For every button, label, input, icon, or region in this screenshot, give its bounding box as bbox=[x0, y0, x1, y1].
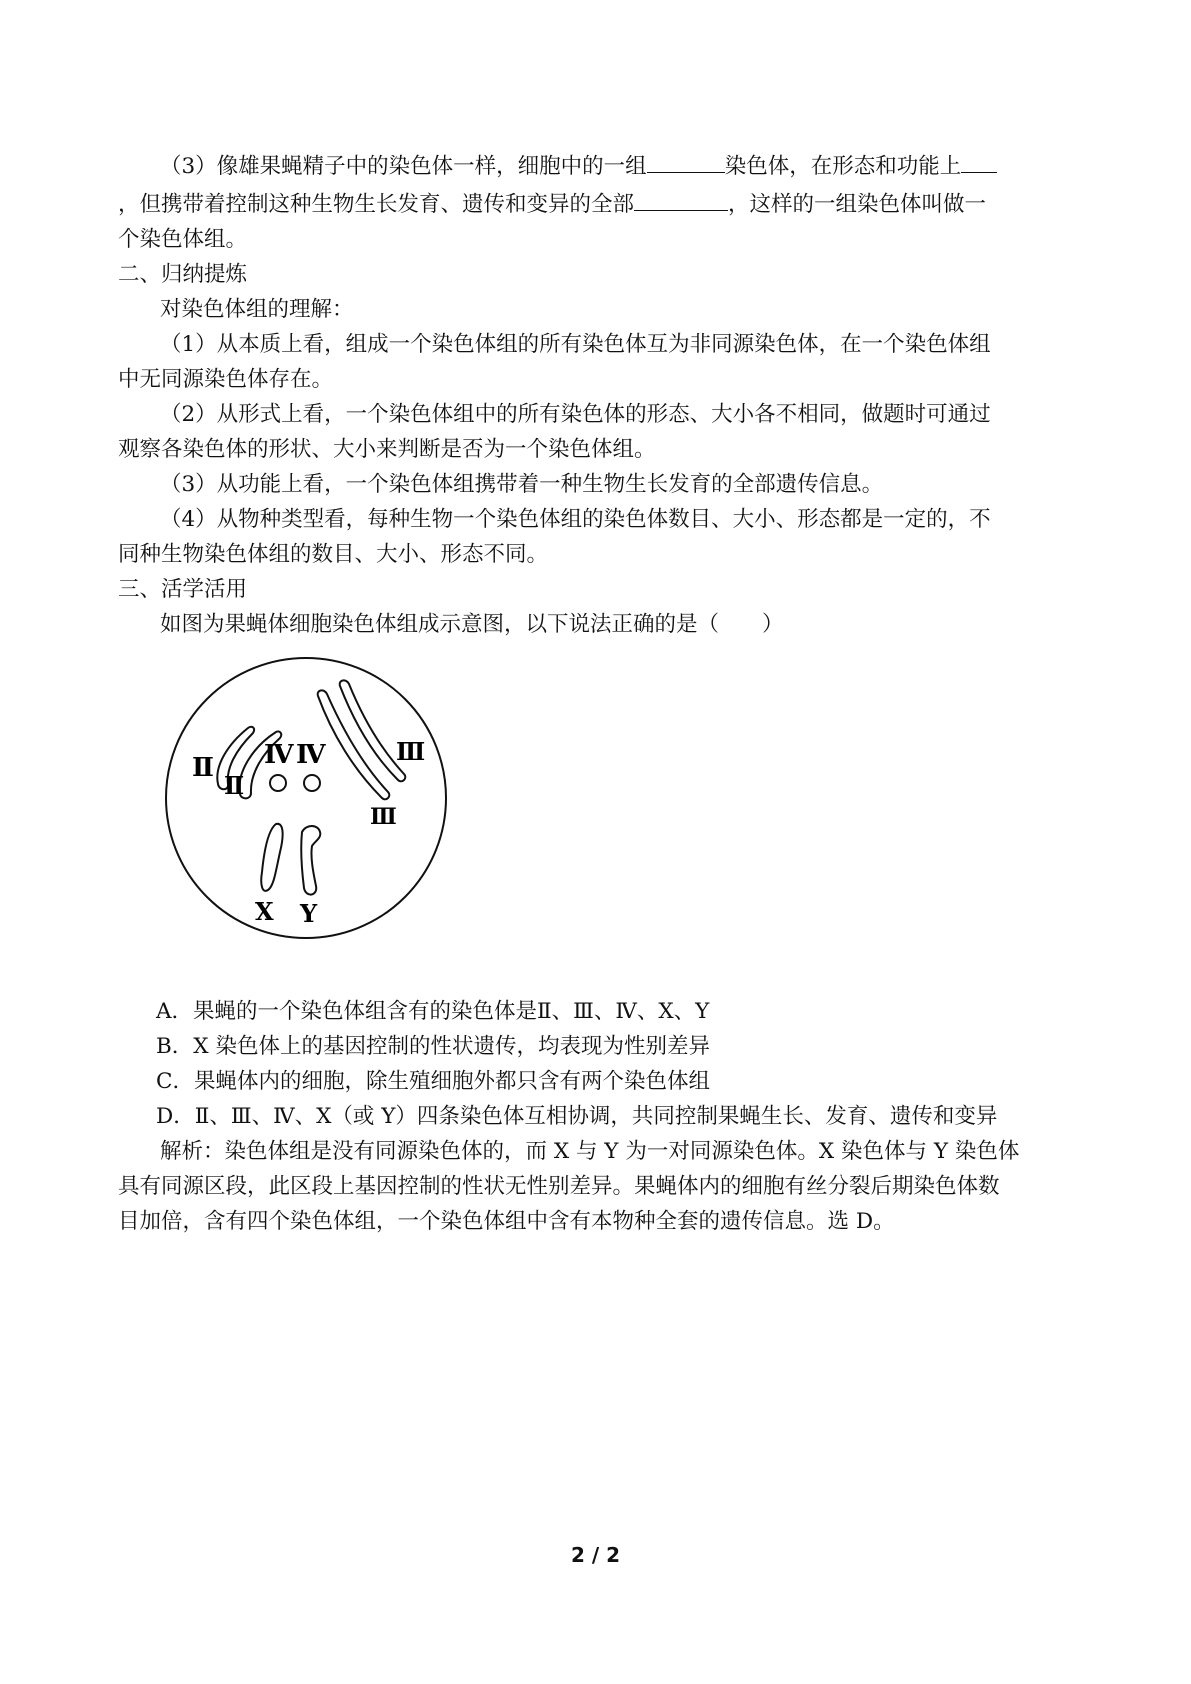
chromosome-iii-right bbox=[340, 680, 406, 781]
section3-heading: 三、活学活用 bbox=[118, 577, 248, 602]
chromosome-iv-left bbox=[270, 775, 286, 791]
cell-outline bbox=[166, 658, 446, 938]
label-iv-left: Ⅳ bbox=[264, 740, 294, 770]
section2-point2-line1: （2）从形式上看，一个染色体组中的所有染色体的形态、大小各不相同，做题时可通过 bbox=[160, 402, 991, 427]
page-number: 2 / 2 bbox=[570, 1543, 621, 1567]
option-a: A．果蝇的一个染色体组含有的染色体是Ⅱ、Ⅲ、Ⅳ、X、Y bbox=[156, 999, 710, 1024]
spacer bbox=[118, 956, 1078, 994]
section1-item3-line2 bbox=[118, 184, 1078, 222]
item3-text-a: （3）像雄果蝇精子中的染色体一样，细胞中的一组 bbox=[160, 154, 647, 179]
label-iii-top: Ⅲ bbox=[396, 737, 426, 766]
analysis-line1: 解析：染色体组是没有同源染色体的，而 X 与 Y 为一对同源染色体。X 染色体与 Y 染色体 bbox=[160, 1139, 1020, 1164]
section2-point3: （3）从功能上看，一个染色体组携带着一种生物生长发育的全部遗传信息。 bbox=[160, 472, 884, 497]
item3-text-d: ，这样的一组染色体叫做一 bbox=[728, 192, 987, 217]
section2-point4-line2: 同种生物染色体组的数目、大小、形态不同。 bbox=[118, 542, 549, 567]
section2-point1-line2: 中无同源染色体存在。 bbox=[118, 367, 334, 392]
option-b: B．X 染色体上的基因控制的性状遗传，均表现为性别差异 bbox=[156, 1034, 710, 1059]
section2-heading: 二、归纳提炼 bbox=[118, 262, 248, 287]
section2-point1-line1: （1）从本质上看，组成一个染色体组的所有染色体互为非同源染色体，在一个染色体组 bbox=[160, 332, 991, 357]
label-iv-right: Ⅳ bbox=[296, 740, 326, 770]
chromosome-iii-left bbox=[318, 690, 390, 799]
label-ii-right: Ⅱ bbox=[224, 771, 245, 800]
document-body bbox=[118, 146, 1078, 1239]
item3-text-c: ，但携带着控制这种生物生长发育、遗传和变异的全部 bbox=[118, 192, 635, 217]
chromosome-diagram-svg bbox=[156, 646, 466, 956]
chromosome-diagram bbox=[156, 646, 466, 956]
section2-point2-line2: 观察各染色体的形状、大小来判断是否为一个染色体组。 bbox=[118, 437, 656, 462]
label-x: X bbox=[255, 897, 274, 926]
option-d: D．Ⅱ、Ⅲ、Ⅳ、X（或 Y）四条染色体互相协调，共同控制果蝇生长、发育、遗传和变异 bbox=[156, 1104, 998, 1129]
analysis-line3: 目加倍，含有四个染色体组，一个染色体组中含有本物种全套的遗传信息。选 D。 bbox=[118, 1209, 895, 1234]
chromosome-iv-right bbox=[304, 775, 320, 791]
analysis-line2: 具有同源区段，此区段上基因控制的性状无性别差异。果蝇体内的细胞有丝分裂后期染色体数 bbox=[118, 1174, 1000, 1199]
fill-blank-3 bbox=[634, 184, 728, 211]
option-c: C．果蝇体内的细胞，除生殖细胞外都只含有两个染色体组 bbox=[156, 1069, 710, 1094]
label-iii-bottom: Ⅲ bbox=[370, 804, 397, 830]
section2-intro: 对染色体组的理解： bbox=[160, 297, 354, 322]
section2-point4-line1: （4）从物种类型看，每种生物一个染色体组的染色体数目、大小、形态都是一定的，不 bbox=[160, 507, 991, 532]
label-y: Y bbox=[300, 899, 318, 928]
section1-item3-line3: 个染色体组。 bbox=[118, 227, 248, 252]
chromosome-y bbox=[301, 826, 320, 895]
fill-blank-1 bbox=[647, 146, 725, 173]
chromosome-x bbox=[261, 824, 282, 891]
label-ii-left: Ⅱ bbox=[192, 753, 214, 783]
item3-text-b: 染色体，在形态和功能上 bbox=[724, 154, 962, 179]
section3-question: 如图为果蝇体细胞染色体组成示意图，以下说法正确的是（ ） bbox=[160, 612, 784, 637]
fill-blank-2 bbox=[961, 146, 997, 173]
section1-item3-line1 bbox=[118, 146, 1078, 184]
